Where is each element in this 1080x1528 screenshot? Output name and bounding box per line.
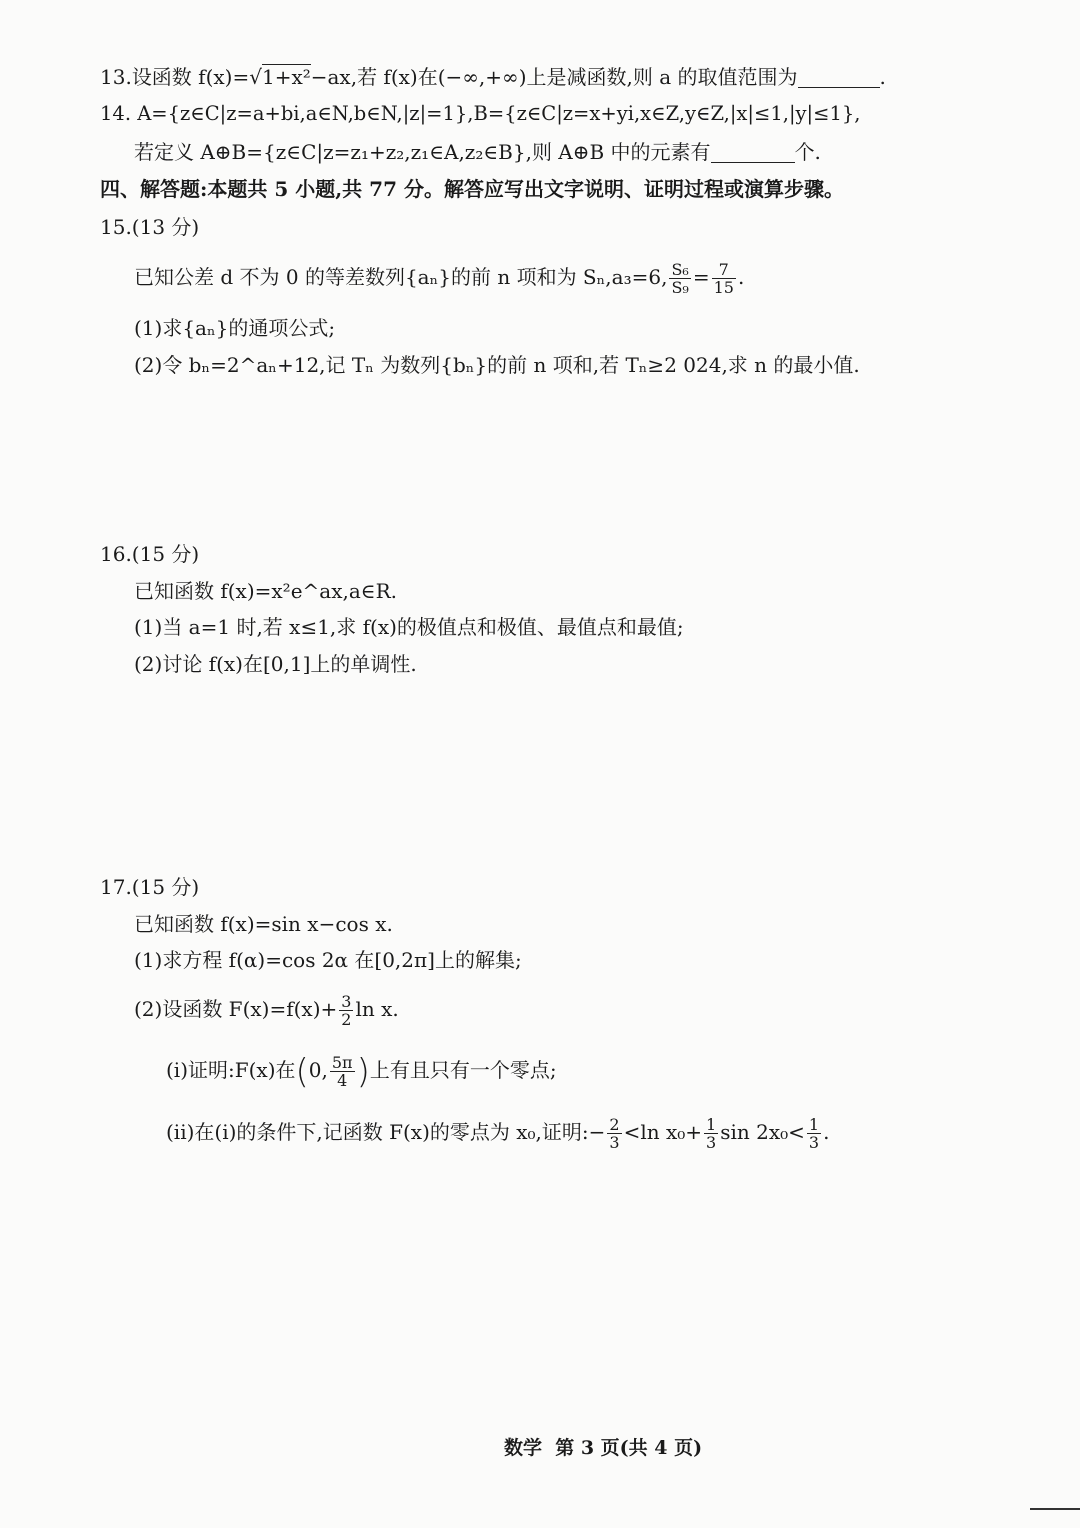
q13-stem-b: −ax,若 f(x)在(−∞,+∞)上是减函数,则 a 的取值范围为 <box>310 65 798 89</box>
q15-stem-text: 已知公差 d 不为 0 的等差数列{aₙ}的前 n 项和为 Sₙ,a₃=6, <box>134 265 668 289</box>
q17-part2-end: ln x. <box>355 997 399 1021</box>
radical-sign: √ <box>249 65 262 89</box>
q17-sub2-text: (ii)在(i)的条件下,记函数 F(x)的零点为 x₀,证明:− <box>166 1120 606 1144</box>
right-paren: ) <box>356 1052 370 1092</box>
question-16-part-2: (2)讨论 f(x)在[0,1]上的单调性. <box>134 652 417 676</box>
fraction-numerator: S₆ <box>671 260 689 279</box>
question-16-header: 16.(15 分) <box>100 542 200 566</box>
question-17-sub-2 <box>166 1116 829 1151</box>
question-17-part-2 <box>134 993 399 1028</box>
question-15-header: 15.(13 分) <box>100 215 200 239</box>
left-paren: ( <box>295 1052 309 1092</box>
q17-part2-text: (2)设函数 F(x)=f(x)+ <box>134 997 338 1021</box>
fraction-denominator: 15 <box>713 278 734 297</box>
fraction-7-15 <box>712 261 736 296</box>
fraction-numerator: 1 <box>808 1115 820 1134</box>
answer-blank-14[interactable] <box>711 144 795 163</box>
q14-end: 个. <box>794 140 821 164</box>
question-15-part-1: (1)求{aₙ}的通项公式; <box>134 316 336 340</box>
question-16-stem: 已知函数 f(x)=x²e^ax,a∈R. <box>134 579 397 603</box>
question-15-stem <box>134 261 744 296</box>
q17-sub2-end: . <box>823 1120 830 1144</box>
fraction-numerator: 7 <box>712 261 736 279</box>
radicand: 1+x² <box>261 65 311 89</box>
fraction-numerator: 1 <box>706 1115 717 1134</box>
interval-start: 0, <box>308 1058 328 1082</box>
question-14-line-1: 14. A={z∈C|z=a+bi,a∈N,b∈N,|z|=1},B={z∈C|z=x+yi,x∈Z,y∈Z,|x|≤1,|y|≤1}, <box>100 102 861 125</box>
corner-mark <box>1030 1508 1080 1510</box>
q17-sub1-end: 上有且只有一个零点; <box>369 1058 557 1082</box>
fraction-denominator: 2 <box>341 1010 352 1029</box>
question-17-part-1: (1)求方程 f(α)=cos 2α 在[0,2π]上的解集; <box>134 948 522 972</box>
fraction-3-2 <box>339 993 353 1028</box>
fraction-denominator: S₉ <box>671 278 689 297</box>
fraction-numerator: 3 <box>341 992 352 1011</box>
fraction-numerator: 5π <box>331 1053 353 1072</box>
fraction-numerator: 2 <box>609 1115 620 1134</box>
fraction-denominator: 3 <box>808 1133 820 1152</box>
question-17-header: 17.(15 分) <box>100 875 200 899</box>
answer-blank-13[interactable] <box>798 69 880 88</box>
fraction-s6-s9 <box>669 261 690 296</box>
equals-sign: = <box>692 265 710 289</box>
fraction-1-3 <box>807 1116 821 1151</box>
fraction-5pi-4 <box>330 1054 355 1089</box>
question-17-sub-1 <box>166 1052 557 1092</box>
q14-stem: 若定义 A⊕B={z∈C|z=z₁+z₂,z₁∈A,z₂∈B},则 A⊕B 中的元素有 <box>134 140 711 164</box>
question-17-stem: 已知函数 f(x)=sin x−cos x. <box>134 912 393 936</box>
question-14-line-2 <box>134 138 821 166</box>
fraction-2-3 <box>607 1116 621 1151</box>
q17-sub2-mid: <ln x₀+ <box>623 1120 703 1144</box>
q13-text-a: 13. <box>100 65 132 89</box>
fraction-1-3 <box>704 1116 718 1151</box>
question-13 <box>100 63 886 91</box>
fraction-denominator: 3 <box>706 1133 717 1152</box>
q17-sub1-text: (i)证明:F(x)在 <box>166 1058 296 1082</box>
q13-stem-a: 设函数 f(x)= <box>131 65 250 89</box>
q15-stem-end: . <box>737 265 745 289</box>
q17-sub2-sin: sin 2x₀< <box>720 1120 805 1144</box>
question-15-part-2: (2)令 bₙ=2^aₙ+12,记 Tₙ 为数列{bₙ}的前 n 项和,若 Tₙ≥2 024,求 n 的最小值. <box>134 353 860 377</box>
question-16-part-1: (1)当 a=1 时,若 x≤1,求 f(x)的极值点和极值、最值点和最值; <box>134 615 684 639</box>
fraction-denominator: 3 <box>609 1133 620 1152</box>
q13-end: . <box>879 65 886 89</box>
page-footer: 数学 第 3 页(共 4 页) <box>504 1437 703 1459</box>
section-heading: 四、解答题:本题共 5 小题,共 77 分。解答应写出文字说明、证明过程或演算步骤。 <box>100 177 844 201</box>
fraction-denominator: 4 <box>337 1071 348 1090</box>
